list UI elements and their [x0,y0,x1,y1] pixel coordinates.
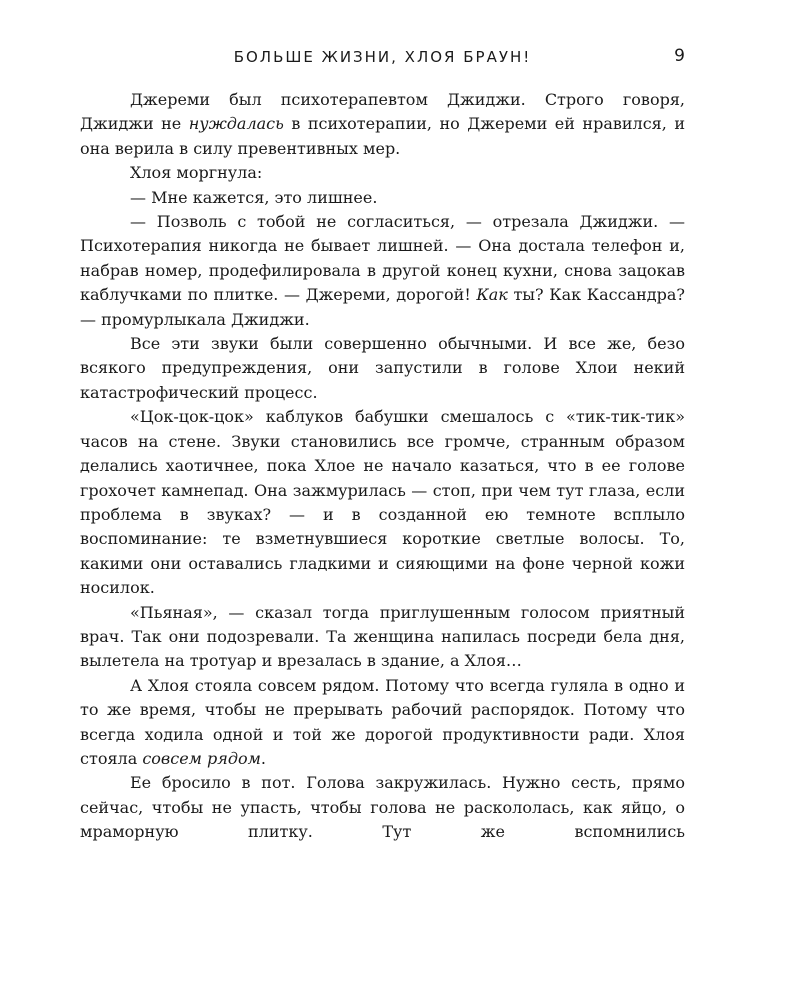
running-title: БОЛЬШЕ ЖИЗНИ, ХЛОЯ БРАУН! [233,48,532,66]
paragraph [80,88,685,161]
running-header [80,48,685,70]
paragraph [80,674,685,772]
paragraph-text: в психотерапии, но Джереми ей нравился, и она верила в силу превентивных мер. [80,114,686,158]
paragraph-text: — Позволь с тобой не согласиться, — отрезала Джиджи. — Психотерапия никогда не бывает лишней. — Она достала телефон и, набрав номер, продефилировала в другой конец кухни, снова зацокав каблучками по плитке. — Джереми, дорогой! [80,212,685,305]
emphasis: Как [476,285,508,305]
paragraph: — Мне кажется, это лишнее. [130,187,378,207]
paragraph-text: А Хлоя стояла совсем рядом. Потому что всегда гуляла в одно и то же время, чтобы не прерывать рабочий распорядок. Потому что всегда ходила одной и той же дорогой продуктивности ради. Хлоя стояла [80,675,685,768]
paragraph: Хлоя моргнула: [130,163,263,183]
paragraph [80,210,685,332]
paragraph: Все эти звуки были совершенно обычными. И все же, безо всякого предупреждения, они запустили в голове Хлои некий катастрофический процесс. [80,334,685,402]
body-text [80,88,685,845]
emphasis: совсем рядом [142,748,261,768]
paragraph: «Пьяная», — сказал тогда приглушенным голосом приятный врач. Так они подозревали. Та женщина напилась посреди бела дня, вылетела на тротуар и врезалась в здание, а Хлоя… [80,602,685,671]
paragraph: «Цок-цок-цок» каблуков бабушки смешалось с «тик-тик-тик» часов на стене. Звуки становились все громче, странным образом делались хаотичнее, пока Хлое не начало казаться, что в ее голове грохочет камнепад. Она зажмурилась — стоп, при чем тут глаза, если проблема в звуках? — и в созданной ею темноте всплыло воспоминание: те взметнувшиеся короткие светлые волосы. То, какими они оставались гладкими и сияющими на фоне черной кожи носилок. [80,407,685,598]
page-number: 9 [674,46,685,66]
paragraph-text: ты? Как Кассандра? — промурлыкала Джиджи. [80,285,685,329]
emphasis: нуждалась [188,114,284,134]
paragraph-text: Джереми был психотерапевтом Джиджи. Строго говоря, Джиджи не [80,90,685,134]
paragraph-text: . [260,748,266,768]
paragraph: Ее бросило в пот. Голова закружилась. Нужно сесть, прямо сейчас, чтобы не упасть, чтобы голова не раскололась, как яйцо, о мраморную плитку. Тут же вспомнились [80,773,685,842]
